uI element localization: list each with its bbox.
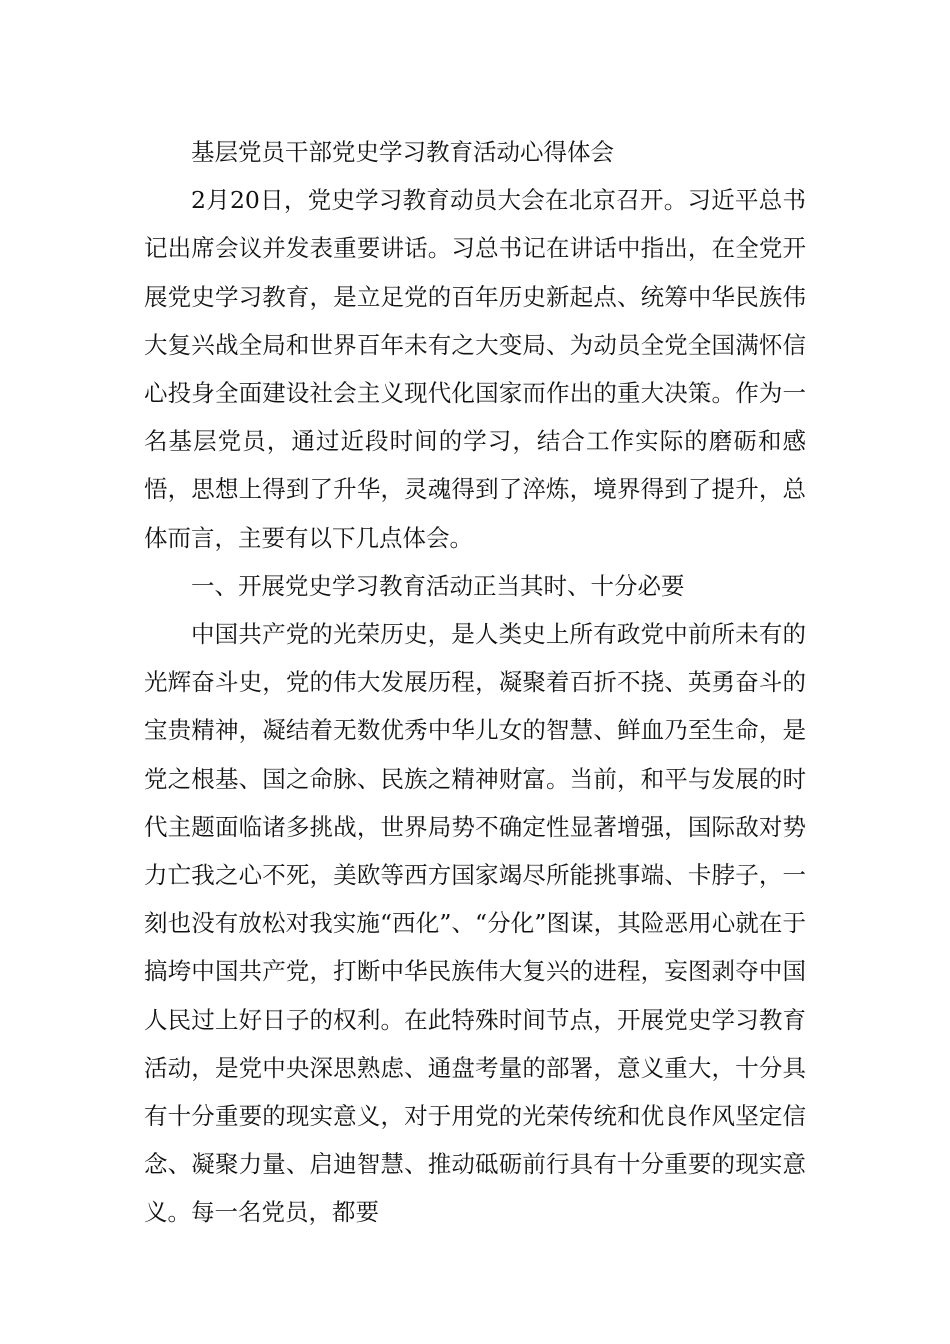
paragraph-section-1: 中国共产党的光荣历史，是人类史上所有政党中前所未有的光辉奋斗史，党的伟大发展历程，凝聚着百折不挠、英勇奋斗的宝贵精神，凝结着无数优秀中华儿女的智慧、鲜血乃至生命，是党之根基、国之命脉、民族之精神财富。当前，和平与发展的时代主题面临诸多挑战，世界局势不确定性显著增强，国际敌对势力亡我之心不死，美欧等西方国家竭尽所能挑事端、卡脖子，一刻也没有放松对我实施“西化”、“分化”图谋，其险恶用心就在于搞垮中国共产党，打断中华民族伟大复兴的进程，妄图剥夺中国人民过上好日子的权利。在此特殊时间节点，开展党史学习教育活动，是党中央深思熟虑、通盘考量的部署，意义重大，十分具有十分重要的现实意义，对于用党的光荣传统和优良作风坚定信念、凝聚力量、启迪智慧、推动砥砺前行具有十分重要的现实意义。每一名党员，都要 — [144, 620, 806, 1227]
document-title: 基层党员干部党史学习教育活动心得体会 — [191, 138, 614, 166]
paragraph-intro: 2月20日，党史学习教育动员大会在北京召开。习近平总书记出席会议并发表重要讲话。习总书记在讲话中指出，在全党开展党史学习教育，是立足党的百年历史新起点、统筹中华民族伟大复兴战全局和世界百年未有之大变局、为动员全党全国满怀信心投身全面建设社会主义现代化国家而作出的重大决策。作为一名基层党员，通过近段时间的学习，结合工作实际的磨砺和感悟，思想上得到了升华，灵魂得到了淬炼，境界得到了提升，总体而言，主要有以下几点体会。 — [144, 186, 806, 552]
document-body — [144, 128, 806, 1237]
section-heading-1: 一、开展党史学习教育活动正当其时、十分必要 — [191, 571, 685, 600]
